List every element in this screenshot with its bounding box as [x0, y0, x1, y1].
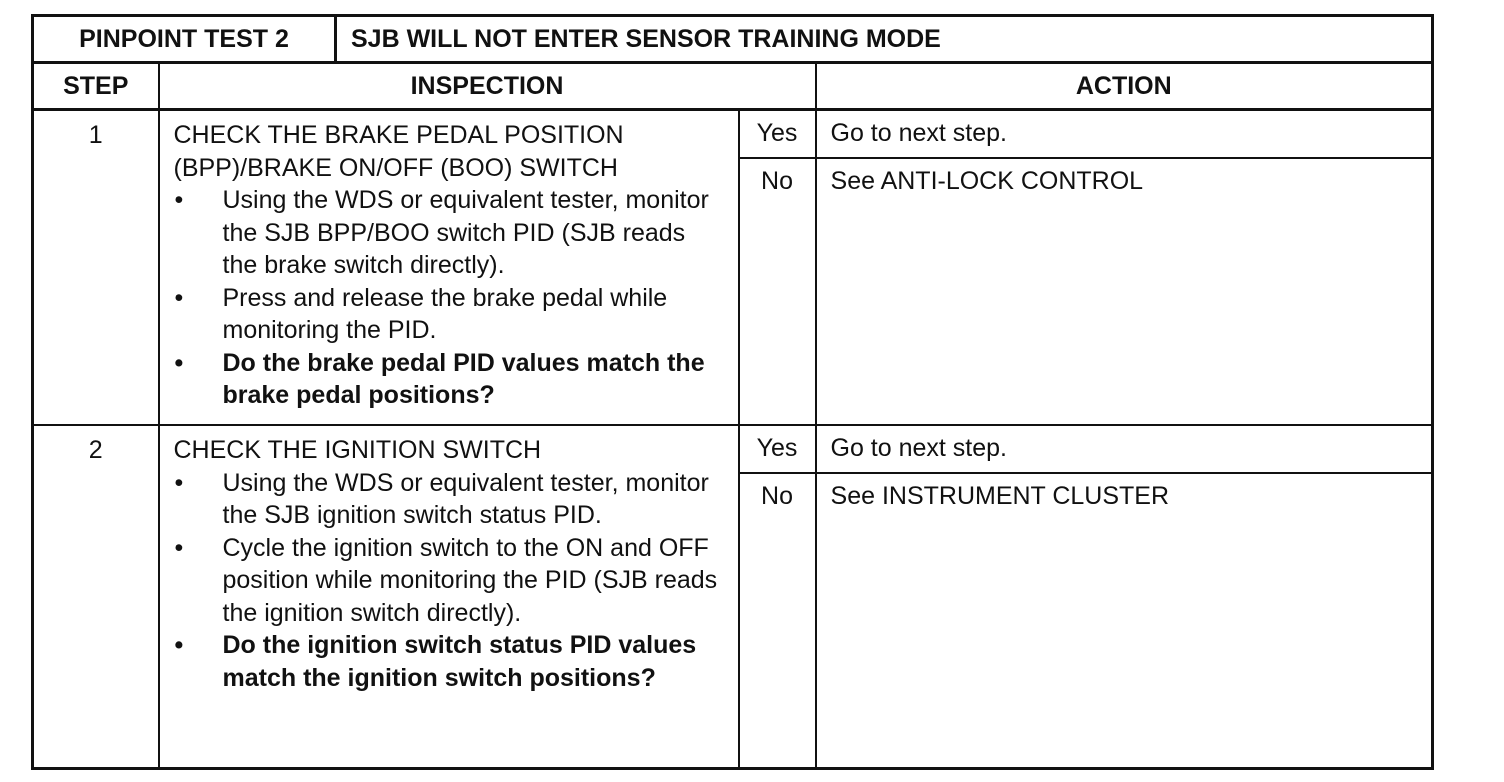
bullet-icon: • [174, 348, 184, 377]
bullet-icon: • [174, 186, 184, 214]
test-id: PINPOINT TEST 2 [33, 16, 336, 63]
inspection-bullet: • Using the WDS or equivalent tester, monitor the SJB BPP/BOO switch PID (SJB reads the brake switch directly). [174, 186, 709, 279]
test-title: SJB WILL NOT ENTER SENSOR TRAINING MODE [336, 16, 1433, 63]
step-row-2-yes [33, 425, 1433, 473]
column-header-action: ACTION [816, 63, 1433, 110]
inspection-title: CHECK THE IGNITION SWITCH [173, 436, 542, 464]
answer-no-action: See ANTI-LOCK CONTROL [816, 158, 1433, 425]
answer-no-label: No [739, 158, 816, 425]
answer-yes-action: Go to next step. [816, 425, 1433, 473]
column-header-inspection: INSPECTION [159, 63, 816, 110]
step-row-1-yes [33, 110, 1433, 159]
inspection-title: CHECK THE BRAKE PEDAL POSITION (BPP)/BRAKE ON/OFF (BOO) SWITCH [173, 121, 624, 182]
bullet-icon: • [174, 631, 184, 659]
test-header [31, 14, 1434, 64]
step-number: 1 [33, 110, 159, 426]
inspection-bullets [174, 184, 724, 412]
inspection-bullet: • Using the WDS or equivalent tester, monitor the SJB ignition switch status PID. [174, 468, 709, 529]
inspection-bullet: • Press and release the brake pedal while monitoring the PID. [174, 283, 668, 344]
step-inspection [159, 425, 739, 769]
column-header-step: STEP [33, 63, 159, 110]
step-number: 2 [33, 425, 159, 769]
inspection-bullet: • Cycle the ignition switch to the ON and OFF position while monitoring the PID (SJB reads the ignition switch directly). [174, 533, 718, 627]
answer-no-label: No [739, 473, 816, 769]
bullet-icon: • [174, 533, 184, 562]
answer-yes-action: Go to next step. [816, 110, 1433, 159]
column-header-row [33, 63, 1433, 110]
bullet-icon: • [174, 468, 184, 497]
inspection-question: • Do the ignition switch status PID values match the ignition switch positions? [174, 631, 697, 692]
answer-yes-label: Yes [739, 425, 816, 473]
answer-yes-label: Yes [739, 110, 816, 159]
pinpoint-test-sheet [31, 14, 1434, 755]
test-steps-table [31, 61, 1434, 770]
inspection-bullets [174, 467, 724, 695]
answer-no-action: See INSTRUMENT CLUSTER [816, 473, 1433, 769]
step-inspection [159, 110, 739, 426]
bullet-icon: • [174, 283, 184, 312]
inspection-question: • Do the brake pedal PID values match the brake pedal positions? [174, 348, 705, 409]
